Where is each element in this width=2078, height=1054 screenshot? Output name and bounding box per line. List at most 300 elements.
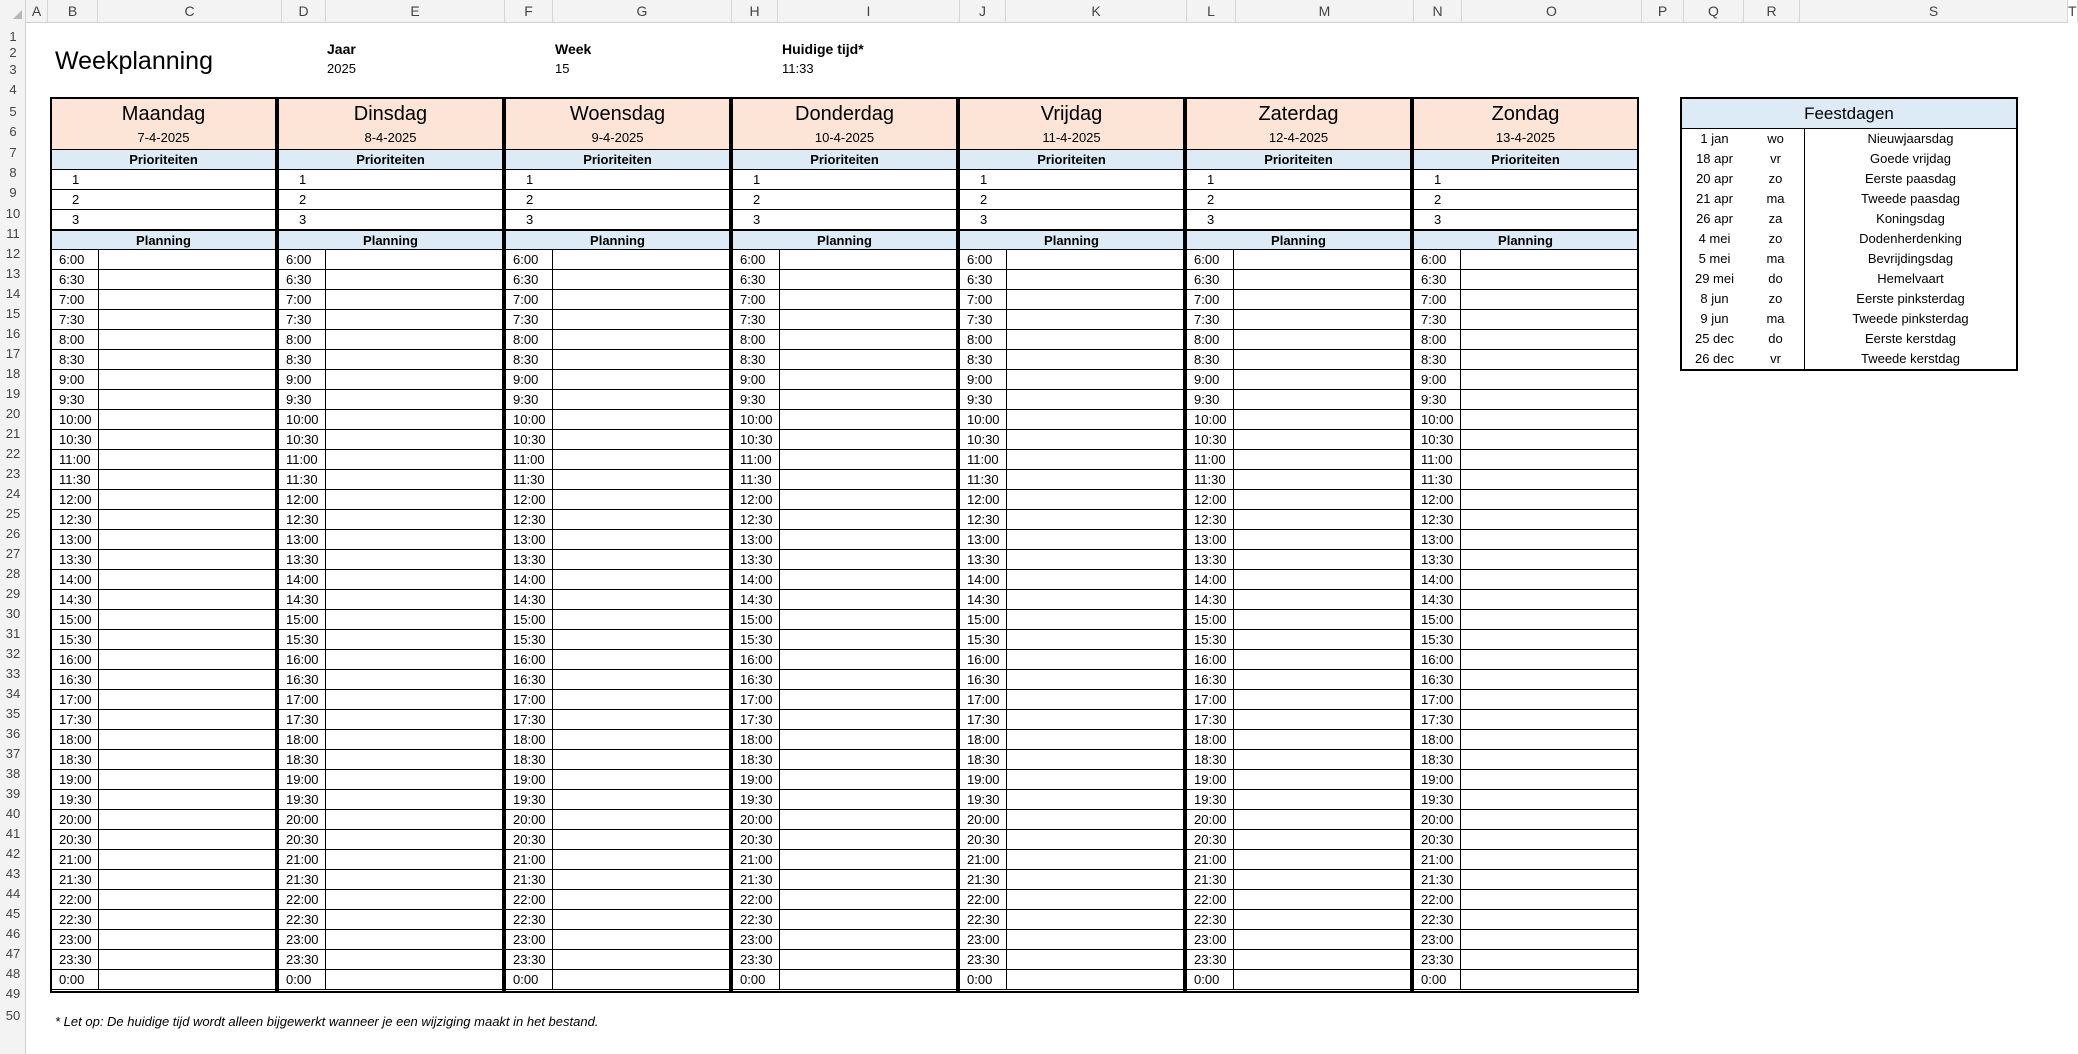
planning-cell[interactable] <box>326 870 502 889</box>
planning-cell[interactable] <box>1007 370 1183 389</box>
time-label[interactable]: 12:30 <box>52 510 99 529</box>
time-label[interactable]: 6:30 <box>1187 270 1234 289</box>
time-label[interactable]: 20:00 <box>1187 810 1234 829</box>
planning-cell[interactable] <box>1461 970 1637 989</box>
time-label[interactable]: 14:00 <box>1187 570 1234 589</box>
row-header-15[interactable]: 15 <box>5 305 21 321</box>
planning-cell[interactable] <box>553 730 729 749</box>
row-header-36[interactable]: 36 <box>5 725 21 741</box>
planning-cell[interactable] <box>326 770 502 789</box>
time-label[interactable]: 7:00 <box>733 290 780 309</box>
time-label[interactable]: 21:00 <box>506 850 553 869</box>
planning-cell[interactable] <box>99 710 275 729</box>
planning-cell[interactable] <box>1234 630 1410 649</box>
column-header-o[interactable]: O <box>1462 0 1642 22</box>
planning-cell[interactable] <box>326 650 502 669</box>
planning-cell[interactable] <box>780 870 956 889</box>
planning-cell[interactable] <box>1007 410 1183 429</box>
planning-cell[interactable] <box>1007 270 1183 289</box>
planning-cell[interactable] <box>1461 930 1637 949</box>
time-label[interactable]: 23:00 <box>506 930 553 949</box>
row-header-16[interactable]: 16 <box>5 325 21 341</box>
planning-cell[interactable] <box>99 490 275 509</box>
feestdag-row[interactable] <box>1682 309 2016 329</box>
jaar-label[interactable]: Jaar <box>327 41 356 57</box>
row-header-18[interactable]: 18 <box>5 365 21 381</box>
planning-cell[interactable] <box>553 510 729 529</box>
row-header-30[interactable]: 30 <box>5 605 21 621</box>
planning-cell[interactable] <box>1007 910 1183 929</box>
time-label[interactable]: 13:30 <box>960 550 1007 569</box>
day-name[interactable]: Zondag <box>1491 103 1560 125</box>
row-header-42[interactable]: 42 <box>5 845 21 861</box>
time-label[interactable]: 15:30 <box>279 630 326 649</box>
time-label[interactable]: 20:30 <box>506 830 553 849</box>
planning-cell[interactable] <box>326 950 502 969</box>
planning-cell[interactable] <box>1461 870 1637 889</box>
planning-cell[interactable] <box>780 790 956 809</box>
time-label[interactable]: 10:30 <box>733 430 780 449</box>
day-date[interactable]: 7-4-2025 <box>137 130 190 145</box>
planning-cell[interactable] <box>1461 550 1637 569</box>
time-label[interactable]: 9:00 <box>1414 370 1461 389</box>
time-label[interactable]: 12:00 <box>1187 490 1234 509</box>
planning-cell[interactable] <box>1234 710 1410 729</box>
planning-cell[interactable] <box>1461 770 1637 789</box>
planning-cell[interactable] <box>1461 830 1637 849</box>
time-label[interactable]: 15:30 <box>1414 630 1461 649</box>
planning-cell[interactable] <box>99 670 275 689</box>
planning-cell[interactable] <box>326 370 502 389</box>
planning-header[interactable]: Planning <box>1414 230 1637 250</box>
time-label[interactable]: 13:00 <box>960 530 1007 549</box>
time-label[interactable]: 6:00 <box>1414 250 1461 269</box>
time-label[interactable]: 0:00 <box>733 970 780 989</box>
time-label[interactable]: 21:30 <box>733 870 780 889</box>
time-label[interactable]: 0:00 <box>279 970 326 989</box>
planning-cell[interactable] <box>326 850 502 869</box>
time-label[interactable]: 8:30 <box>960 350 1007 369</box>
planning-cell[interactable] <box>1461 350 1637 369</box>
planning-cell[interactable] <box>1007 490 1183 509</box>
time-label[interactable]: 11:30 <box>52 470 99 489</box>
planning-cell[interactable] <box>1234 530 1410 549</box>
time-label[interactable]: 20:30 <box>733 830 780 849</box>
time-label[interactable]: 12:00 <box>960 490 1007 509</box>
prioriteiten-header[interactable]: Prioriteiten <box>960 150 1183 170</box>
planning-cell[interactable] <box>1007 710 1183 729</box>
time-label[interactable]: 12:00 <box>506 490 553 509</box>
priority-row[interactable] <box>733 190 956 210</box>
column-header-n[interactable]: N <box>1414 0 1462 22</box>
time-label[interactable]: 11:00 <box>52 450 99 469</box>
planning-cell[interactable] <box>99 790 275 809</box>
planning-cell[interactable] <box>326 710 502 729</box>
planning-cell[interactable] <box>1007 890 1183 909</box>
time-label[interactable]: 15:00 <box>279 610 326 629</box>
planning-cell[interactable] <box>1007 970 1183 989</box>
time-label[interactable]: 22:30 <box>279 910 326 929</box>
planning-cell[interactable] <box>99 950 275 969</box>
time-label[interactable]: 20:00 <box>960 810 1007 829</box>
planning-cell[interactable] <box>99 610 275 629</box>
time-label[interactable]: 15:30 <box>1187 630 1234 649</box>
planning-cell[interactable] <box>780 650 956 669</box>
column-header-g[interactable]: G <box>553 0 732 22</box>
time-label[interactable]: 14:00 <box>506 570 553 589</box>
planning-cell[interactable] <box>780 670 956 689</box>
feestdag-row[interactable] <box>1682 289 2016 309</box>
time-label[interactable]: 20:30 <box>279 830 326 849</box>
row-header-43[interactable]: 43 <box>5 865 21 881</box>
planning-cell[interactable] <box>99 590 275 609</box>
planning-cell[interactable] <box>1234 950 1410 969</box>
planning-cell[interactable] <box>326 590 502 609</box>
time-label[interactable]: 14:30 <box>1187 590 1234 609</box>
planning-cell[interactable] <box>1234 770 1410 789</box>
column-header-t[interactable]: T <box>2068 0 2078 22</box>
time-label[interactable]: 21:00 <box>733 850 780 869</box>
time-label[interactable]: 17:00 <box>733 690 780 709</box>
time-label[interactable]: 8:30 <box>1187 350 1234 369</box>
time-label[interactable]: 18:30 <box>506 750 553 769</box>
time-label[interactable]: 10:00 <box>1414 410 1461 429</box>
time-label[interactable]: 9:30 <box>960 390 1007 409</box>
planning-cell[interactable] <box>99 390 275 409</box>
time-label[interactable]: 10:00 <box>52 410 99 429</box>
planning-cell[interactable] <box>326 810 502 829</box>
day-date[interactable]: 12-4-2025 <box>1268 130 1329 145</box>
time-label[interactable]: 17:00 <box>1187 690 1234 709</box>
time-label[interactable]: 9:00 <box>1187 370 1234 389</box>
time-label[interactable]: 19:00 <box>506 770 553 789</box>
feestdag-row[interactable] <box>1682 229 2016 249</box>
time-label[interactable]: 18:00 <box>733 730 780 749</box>
planning-cell[interactable] <box>780 830 956 849</box>
time-label[interactable]: 7:00 <box>506 290 553 309</box>
time-label[interactable]: 13:00 <box>506 530 553 549</box>
time-label[interactable]: 0:00 <box>960 970 1007 989</box>
time-label[interactable]: 16:00 <box>506 650 553 669</box>
priority-row[interactable] <box>733 210 956 230</box>
time-label[interactable]: 21:00 <box>960 850 1007 869</box>
planning-cell[interactable] <box>326 270 502 289</box>
time-label[interactable]: 18:30 <box>1414 750 1461 769</box>
time-label[interactable]: 19:30 <box>506 790 553 809</box>
time-label[interactable]: 17:30 <box>506 710 553 729</box>
day-date[interactable]: 13-4-2025 <box>1495 130 1556 145</box>
planning-cell[interactable] <box>99 630 275 649</box>
column-header-p[interactable]: P <box>1642 0 1684 22</box>
time-label[interactable]: 19:00 <box>733 770 780 789</box>
planning-header[interactable]: Planning <box>52 230 275 250</box>
time-label[interactable]: 0:00 <box>1414 970 1461 989</box>
time-label[interactable]: 8:30 <box>506 350 553 369</box>
planning-cell[interactable] <box>780 950 956 969</box>
time-label[interactable]: 14:30 <box>960 590 1007 609</box>
prioriteiten-header[interactable]: Prioriteiten <box>506 150 729 170</box>
feestdag-row[interactable] <box>1682 349 2016 369</box>
planning-cell[interactable] <box>553 430 729 449</box>
planning-cell[interactable] <box>553 890 729 909</box>
row-header-22[interactable]: 22 <box>5 445 21 461</box>
time-label[interactable]: 15:30 <box>506 630 553 649</box>
time-label[interactable]: 12:00 <box>1414 490 1461 509</box>
planning-cell[interactable] <box>553 910 729 929</box>
time-label[interactable]: 15:30 <box>733 630 780 649</box>
time-label[interactable]: 19:00 <box>279 770 326 789</box>
planning-cell[interactable] <box>326 510 502 529</box>
time-label[interactable]: 16:30 <box>1187 670 1234 689</box>
planning-cell[interactable] <box>1461 390 1637 409</box>
row-header-2[interactable]: 2 <box>9 45 17 60</box>
prioriteiten-header[interactable]: Prioriteiten <box>733 150 956 170</box>
prioriteiten-header[interactable]: Prioriteiten <box>1414 150 1637 170</box>
time-label[interactable]: 8:30 <box>52 350 99 369</box>
planning-cell[interactable] <box>1234 690 1410 709</box>
time-label[interactable]: 6:30 <box>279 270 326 289</box>
planning-cell[interactable] <box>1234 390 1410 409</box>
planning-cell[interactable] <box>1234 910 1410 929</box>
time-label[interactable]: 7:00 <box>52 290 99 309</box>
planning-cell[interactable] <box>1461 670 1637 689</box>
time-label[interactable]: 6:00 <box>279 250 326 269</box>
feestdag-row[interactable] <box>1682 269 2016 289</box>
planning-cell[interactable] <box>780 450 956 469</box>
planning-cell[interactable] <box>99 410 275 429</box>
row-header-8[interactable]: 8 <box>9 164 17 180</box>
planning-header[interactable]: Planning <box>1187 230 1410 250</box>
time-label[interactable]: 6:00 <box>733 250 780 269</box>
priority-row[interactable] <box>279 170 502 190</box>
planning-cell[interactable] <box>1007 250 1183 269</box>
prioriteiten-header[interactable]: Prioriteiten <box>1187 150 1410 170</box>
planning-cell[interactable] <box>553 530 729 549</box>
time-label[interactable]: 10:00 <box>506 410 553 429</box>
planning-cell[interactable] <box>99 430 275 449</box>
priority-row[interactable] <box>52 170 275 190</box>
planning-cell[interactable] <box>1461 950 1637 969</box>
time-label[interactable]: 9:30 <box>52 390 99 409</box>
planning-cell[interactable] <box>780 810 956 829</box>
planning-cell[interactable] <box>1007 670 1183 689</box>
planning-cell[interactable] <box>780 690 956 709</box>
huidige-tijd-label[interactable]: Huidige tijd* <box>782 41 864 57</box>
time-label[interactable]: 7:30 <box>1414 310 1461 329</box>
row-header-20[interactable]: 20 <box>5 405 21 421</box>
time-label[interactable]: 10:00 <box>1187 410 1234 429</box>
priority-row[interactable] <box>960 170 1183 190</box>
time-label[interactable]: 13:30 <box>52 550 99 569</box>
planning-cell[interactable] <box>1461 610 1637 629</box>
planning-cell[interactable] <box>99 690 275 709</box>
row-header-4[interactable]: 4 <box>9 82 17 97</box>
time-label[interactable]: 7:30 <box>52 310 99 329</box>
planning-cell[interactable] <box>99 650 275 669</box>
planning-cell[interactable] <box>1007 310 1183 329</box>
time-label[interactable]: 18:30 <box>733 750 780 769</box>
time-label[interactable]: 13:00 <box>1187 530 1234 549</box>
row-header-9[interactable]: 9 <box>9 185 17 200</box>
time-label[interactable]: 8:00 <box>960 330 1007 349</box>
planning-cell[interactable] <box>99 250 275 269</box>
planning-cell[interactable] <box>99 930 275 949</box>
planning-cell[interactable] <box>326 970 502 989</box>
planning-cell[interactable] <box>1007 770 1183 789</box>
priority-row[interactable] <box>960 210 1183 230</box>
time-label[interactable]: 7:00 <box>279 290 326 309</box>
planning-cell[interactable] <box>780 910 956 929</box>
planning-cell[interactable] <box>1461 410 1637 429</box>
planning-cell[interactable] <box>1007 470 1183 489</box>
time-label[interactable]: 16:00 <box>1187 650 1234 669</box>
planning-cell[interactable] <box>780 510 956 529</box>
time-label[interactable]: 15:00 <box>52 610 99 629</box>
row-header-35[interactable]: 35 <box>5 705 21 721</box>
planning-cell[interactable] <box>1461 590 1637 609</box>
time-label[interactable]: 17:30 <box>1187 710 1234 729</box>
planning-header[interactable]: Planning <box>506 230 729 250</box>
time-label[interactable]: 15:30 <box>960 630 1007 649</box>
planning-cell[interactable] <box>1461 850 1637 869</box>
row-header-10[interactable]: 10 <box>5 205 21 221</box>
time-label[interactable]: 17:00 <box>52 690 99 709</box>
planning-cell[interactable] <box>1461 530 1637 549</box>
jaar-value[interactable]: 2025 <box>327 61 356 76</box>
row-header-27[interactable]: 27 <box>5 545 21 561</box>
day-name[interactable]: Zaterdag <box>1258 103 1339 125</box>
time-label[interactable]: 20:00 <box>733 810 780 829</box>
time-label[interactable]: 23:00 <box>52 930 99 949</box>
planning-cell[interactable] <box>780 390 956 409</box>
time-label[interactable]: 17:00 <box>960 690 1007 709</box>
planning-cell[interactable] <box>1007 830 1183 849</box>
time-label[interactable]: 21:30 <box>506 870 553 889</box>
day-name[interactable]: Woensdag <box>569 103 666 125</box>
time-label[interactable]: 8:00 <box>279 330 326 349</box>
time-label[interactable]: 9:30 <box>733 390 780 409</box>
time-label[interactable]: 23:30 <box>506 950 553 969</box>
time-label[interactable]: 10:00 <box>960 410 1007 429</box>
time-label[interactable]: 21:30 <box>1187 870 1234 889</box>
planning-cell[interactable] <box>1234 890 1410 909</box>
planning-cell[interactable] <box>326 550 502 569</box>
time-label[interactable]: 7:30 <box>960 310 1007 329</box>
planning-cell[interactable] <box>1461 430 1637 449</box>
priority-row[interactable] <box>1414 170 1637 190</box>
priority-row[interactable] <box>52 190 275 210</box>
planning-cell[interactable] <box>553 690 729 709</box>
time-label[interactable]: 7:00 <box>960 290 1007 309</box>
planning-cell[interactable] <box>1234 830 1410 849</box>
planning-cell[interactable] <box>1461 370 1637 389</box>
time-label[interactable]: 20:30 <box>1414 830 1461 849</box>
priority-row[interactable] <box>733 170 956 190</box>
planning-cell[interactable] <box>99 290 275 309</box>
time-label[interactable]: 19:30 <box>733 790 780 809</box>
planning-cell[interactable] <box>553 270 729 289</box>
time-label[interactable]: 7:00 <box>1414 290 1461 309</box>
planning-cell[interactable] <box>1007 810 1183 829</box>
priority-row[interactable] <box>506 210 729 230</box>
row-header-28[interactable]: 28 <box>5 565 21 581</box>
feestdag-row[interactable] <box>1682 249 2016 269</box>
time-label[interactable]: 6:30 <box>506 270 553 289</box>
priority-row[interactable] <box>1414 190 1637 210</box>
time-label[interactable]: 18:30 <box>960 750 1007 769</box>
time-label[interactable]: 11:30 <box>1187 470 1234 489</box>
planning-cell[interactable] <box>1007 790 1183 809</box>
time-label[interactable]: 11:00 <box>960 450 1007 469</box>
planning-cell[interactable] <box>99 330 275 349</box>
planning-cell[interactable] <box>553 290 729 309</box>
week-label[interactable]: Week <box>555 41 592 57</box>
time-label[interactable]: 13:00 <box>733 530 780 549</box>
row-header-41[interactable]: 41 <box>5 825 21 841</box>
time-label[interactable]: 20:00 <box>279 810 326 829</box>
time-label[interactable]: 11:30 <box>960 470 1007 489</box>
time-label[interactable]: 10:30 <box>1414 430 1461 449</box>
planning-cell[interactable] <box>780 590 956 609</box>
time-label[interactable]: 8:00 <box>733 330 780 349</box>
row-header-44[interactable]: 44 <box>5 885 21 901</box>
time-label[interactable]: 9:00 <box>506 370 553 389</box>
time-label[interactable]: 18:30 <box>1187 750 1234 769</box>
time-label[interactable]: 9:00 <box>52 370 99 389</box>
planning-cell[interactable] <box>1007 430 1183 449</box>
time-label[interactable]: 12:00 <box>279 490 326 509</box>
feestdag-row[interactable] <box>1682 149 2016 169</box>
planning-cell[interactable] <box>553 930 729 949</box>
time-label[interactable]: 18:00 <box>279 730 326 749</box>
day-name[interactable]: Vrijdag <box>1040 103 1103 125</box>
planning-cell[interactable] <box>1461 790 1637 809</box>
planning-cell[interactable] <box>553 450 729 469</box>
planning-cell[interactable] <box>1234 790 1410 809</box>
planning-cell[interactable] <box>553 770 729 789</box>
planning-cell[interactable] <box>553 370 729 389</box>
planning-cell[interactable] <box>553 650 729 669</box>
planning-cell[interactable] <box>1007 390 1183 409</box>
planning-cell[interactable] <box>780 410 956 429</box>
planning-cell[interactable] <box>99 890 275 909</box>
time-label[interactable]: 17:30 <box>960 710 1007 729</box>
time-label[interactable]: 21:30 <box>1414 870 1461 889</box>
row-header-33[interactable]: 33 <box>5 665 21 681</box>
time-label[interactable]: 9:00 <box>279 370 326 389</box>
planning-cell[interactable] <box>1007 930 1183 949</box>
time-label[interactable]: 6:00 <box>1187 250 1234 269</box>
time-label[interactable]: 12:30 <box>1187 510 1234 529</box>
planning-cell[interactable] <box>99 970 275 989</box>
time-label[interactable]: 7:00 <box>1187 290 1234 309</box>
planning-cell[interactable] <box>1461 470 1637 489</box>
time-label[interactable]: 9:30 <box>506 390 553 409</box>
time-label[interactable]: 18:30 <box>279 750 326 769</box>
planning-cell[interactable] <box>326 930 502 949</box>
time-label[interactable]: 17:30 <box>1414 710 1461 729</box>
time-label[interactable]: 0:00 <box>1187 970 1234 989</box>
planning-cell[interactable] <box>1461 270 1637 289</box>
planning-cell[interactable] <box>553 590 729 609</box>
time-label[interactable]: 14:00 <box>52 570 99 589</box>
planning-cell[interactable] <box>326 450 502 469</box>
time-label[interactable]: 19:00 <box>960 770 1007 789</box>
planning-cell[interactable] <box>1234 750 1410 769</box>
planning-cell[interactable] <box>99 270 275 289</box>
planning-cell[interactable] <box>780 890 956 909</box>
planning-cell[interactable] <box>1234 870 1410 889</box>
